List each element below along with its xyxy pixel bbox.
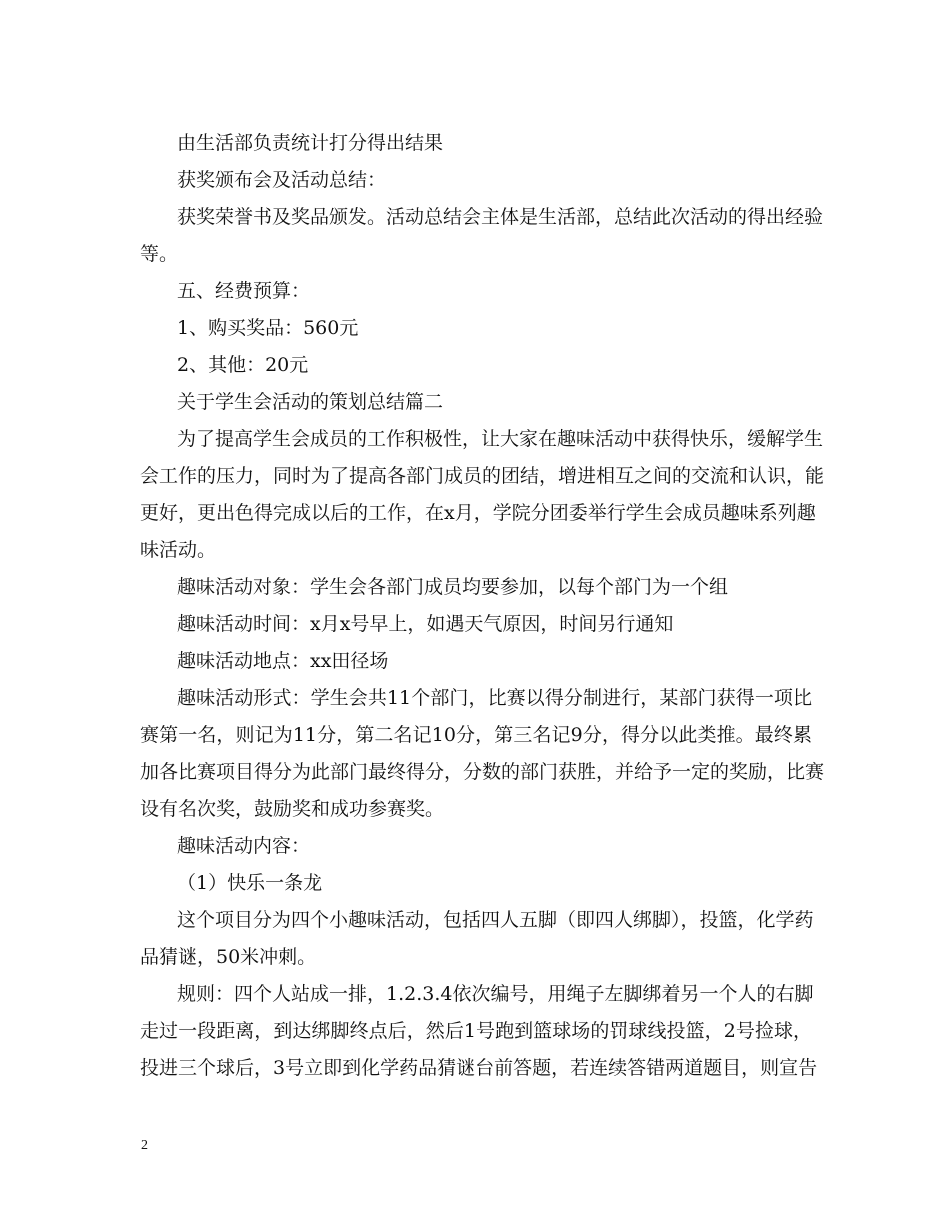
text-line: 味活动。 bbox=[140, 539, 217, 561]
text-line: 会工作的压力，同时为了提高各部门成员的团结，增进相互之间的交流和认识，能 bbox=[140, 465, 825, 487]
text-line: 加各比赛项目得分为此部门最终得分，分数的部门获胜，并给予一定的奖励，比赛 bbox=[140, 761, 825, 783]
text-line: 赛第一名，则记为11分，第二名记10分，第三名记9分，得分以此类推。最终累 bbox=[140, 724, 812, 746]
text-line: 1、购买奖品：560元 bbox=[177, 317, 359, 339]
text-line: 设有名次奖，鼓励奖和成功参赛奖。 bbox=[140, 798, 445, 820]
text-line: 趣味活动内容： bbox=[177, 835, 311, 857]
section-heading: 关于学生会活动的策划总结篇二 bbox=[177, 391, 444, 413]
text-line: 由生活部负责统计打分得出结果 bbox=[177, 132, 444, 154]
text-line: 走过一段距离，到达绑脚终点后，然后1号跑到篮球场的罚球线投篮，2号捡球， bbox=[140, 1020, 812, 1042]
text-line: 趣味活动时间：x月x号早上，如遇天气原因，时间另行通知 bbox=[177, 613, 674, 635]
text-line: 趣味活动对象：学生会各部门成员均要参加，以每个部门为一个组 bbox=[177, 576, 729, 598]
text-line: 规则：四个人站成一排，1.2.3.4依次编号，用绳子左脚绑着另一个人的右脚 bbox=[177, 983, 814, 1005]
text-line: 趣味活动形式：学生会共11个部门，比赛以得分制进行，某部门获得一项比 bbox=[177, 687, 812, 709]
page-number: 2 bbox=[141, 1138, 148, 1153]
text-line: 这个项目分为四个小趣味活动，包括四人五脚（即四人绑脚），投篮，化学药 bbox=[177, 909, 814, 931]
text-line: 2、其他：20元 bbox=[177, 354, 309, 376]
text-line: 趣味活动地点：xx田径场 bbox=[177, 650, 389, 672]
text-line: 五、经费预算： bbox=[177, 280, 311, 302]
text-line: 获奖荣誉书及奖品颁发。活动总结会主体是生活部，总结此次活动的得出经验 bbox=[177, 206, 824, 228]
text-line: 为了提高学生会成员的工作积极性，让大家在趣味活动中获得快乐，缓解学生 bbox=[177, 428, 824, 450]
text-line: 投进三个球后，3号立即到化学药品猜谜台前答题，若连续答错两道题目，则宣告 bbox=[140, 1057, 818, 1079]
list-item-heading: （1）快乐一条龙 bbox=[177, 872, 323, 894]
text-line: 品猜谜，50米冲刺。 bbox=[140, 946, 317, 968]
text-line: 等。 bbox=[140, 243, 179, 265]
text-line: 获奖颁布会及活动总结： bbox=[177, 169, 387, 191]
text-line: 更好，更出色得完成以后的工作，在x月，学院分团委举行学生会成员趣味系列趣 bbox=[140, 502, 816, 524]
